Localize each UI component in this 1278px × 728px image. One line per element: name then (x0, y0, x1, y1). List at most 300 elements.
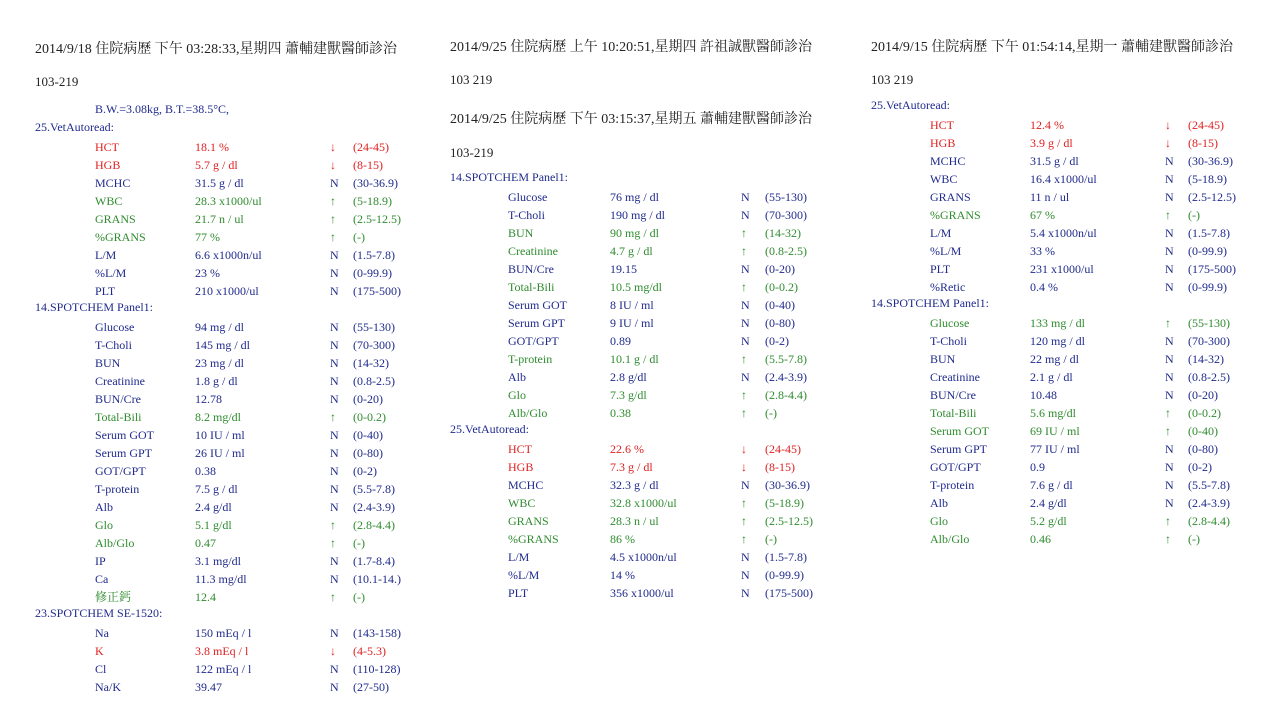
flag-indicator: N (1165, 262, 1174, 276)
test-name: Alb (508, 370, 526, 384)
test-value: 22 mg / dl (1030, 352, 1080, 366)
reference-range: (30-36.9) (765, 478, 810, 492)
test-name: Serum GPT (95, 446, 152, 460)
flag-indicator: N (330, 464, 339, 478)
test-value: 6.6 x1000n/ul (195, 248, 262, 262)
test-name: MCHC (508, 478, 544, 492)
test-name: MCHC (95, 176, 131, 190)
flag-indicator: N (1165, 154, 1174, 168)
test-name: MCHC (930, 154, 966, 168)
lab-row (0, 512, 1278, 530)
reference-range: (8-15) (1188, 136, 1218, 150)
test-value: 22.6 % (610, 442, 644, 456)
test-name: Alb (930, 496, 948, 510)
reference-range: (-) (765, 532, 777, 546)
flag-indicator: ↓ (1165, 118, 1171, 132)
test-name: T-protein (95, 482, 140, 496)
flag-indicator: N (741, 586, 750, 600)
test-value: 7.3 g / dl (610, 460, 653, 474)
case-number: 103 219 (871, 72, 914, 87)
flag-indicator: N (741, 568, 750, 582)
test-value: 120 mg / dl (1030, 334, 1086, 348)
test-name: BUN (95, 356, 121, 370)
test-name: HGB (95, 158, 121, 172)
reference-range: (175-500) (353, 284, 401, 298)
test-value: 122 mEq / l (195, 662, 252, 676)
flag-indicator: N (1165, 280, 1174, 294)
test-name: Glucose (95, 320, 135, 334)
test-name: Alb/Glo (95, 536, 135, 550)
test-name: BUN/Cre (508, 262, 554, 276)
reference-range: (175-500) (765, 586, 813, 600)
test-value: 0.9 (1030, 460, 1045, 474)
flag-indicator: N (1165, 478, 1174, 492)
case-number: 103-219 (450, 145, 494, 160)
test-value: 2.4 g/dl (1030, 496, 1067, 510)
reference-range: (55-130) (353, 320, 395, 334)
test-value: 10.5 mg/dl (610, 280, 663, 294)
lab-row (0, 476, 1278, 494)
flag-indicator: ↑ (741, 352, 747, 366)
test-value: 26 IU / ml (195, 446, 245, 460)
flag-indicator: ↓ (330, 644, 336, 658)
reference-range: (0-2) (765, 334, 789, 348)
flag-indicator: ↑ (741, 226, 747, 240)
lab-row (0, 350, 1278, 368)
reference-range: (24-45) (765, 442, 801, 456)
flag-indicator: ↑ (741, 532, 747, 546)
flag-indicator: ↑ (330, 194, 336, 208)
flag-indicator: N (741, 208, 750, 222)
flag-indicator: ↑ (1165, 424, 1171, 438)
reference-range: (1.5-7.8) (1188, 226, 1230, 240)
test-name: HCT (930, 118, 954, 132)
flag-indicator: N (741, 478, 750, 492)
reference-range: (0-99.9) (765, 568, 804, 582)
test-name: Total-Bili (930, 406, 977, 420)
reference-range: (24-45) (1188, 118, 1224, 132)
test-value: 28.3 n / ul (610, 514, 659, 528)
lab-row (0, 188, 1278, 206)
flag-indicator: N (330, 626, 339, 640)
test-value: 0.38 (195, 464, 216, 478)
test-name: %GRANS (930, 208, 981, 222)
reference-range: (55-130) (1188, 316, 1230, 330)
test-value: 67 % (1030, 208, 1055, 222)
test-name: K (95, 644, 104, 658)
flag-indicator: ↑ (1165, 514, 1171, 528)
flag-indicator: N (330, 554, 339, 568)
reference-range: (55-130) (765, 190, 807, 204)
reference-range: (0-40) (765, 298, 795, 312)
test-name: GRANS (930, 190, 971, 204)
flag-indicator: N (330, 662, 339, 676)
test-name: Total-Bili (508, 280, 555, 294)
test-value: 32.8 x1000/ul (610, 496, 677, 510)
reference-range: (-) (353, 230, 365, 244)
flag-indicator: N (741, 550, 750, 564)
test-name: Serum GPT (508, 316, 565, 330)
test-name: Serum GPT (930, 442, 987, 456)
reference-range: (0-2) (1188, 460, 1212, 474)
test-name: Alb/Glo (508, 406, 548, 420)
lab-row (0, 660, 1278, 678)
test-value: 31.5 g / dl (1030, 154, 1079, 168)
test-name: Ca (95, 572, 109, 586)
test-value: 16.4 x1000/ul (1030, 172, 1097, 186)
test-value: 4.5 x1000n/ul (610, 550, 677, 564)
test-value: 0.47 (195, 536, 216, 550)
flag-indicator: N (330, 392, 339, 406)
test-value: 23 % (195, 266, 220, 280)
test-name: T-protein (508, 352, 553, 366)
test-name: Serum GOT (95, 428, 154, 442)
flag-indicator: ↑ (330, 518, 336, 532)
test-value: 32.3 g / dl (610, 478, 659, 492)
test-value: 23 mg / dl (195, 356, 245, 370)
test-value: 9 IU / ml (610, 316, 654, 330)
test-value: 190 mg / dl (610, 208, 666, 222)
reference-range: (14-32) (1188, 352, 1224, 366)
test-value: 231 x1000/ul (1030, 262, 1094, 276)
test-name: GOT/GPT (95, 464, 146, 478)
record-header-0915: 2014/9/15 住院病歷 下午 01:54:14,星期一 蕭輔建獸醫師診治 (871, 40, 1234, 55)
test-value: 4.7 g / dl (610, 244, 653, 258)
test-value: 94 mg / dl (195, 320, 245, 334)
flag-indicator: ↑ (330, 410, 336, 424)
test-name: Alb/Glo (930, 532, 970, 546)
flag-indicator: ↑ (1165, 208, 1171, 222)
flag-indicator: N (741, 334, 750, 348)
reference-range: (2.4-3.9) (765, 370, 807, 384)
test-name: HGB (508, 460, 534, 474)
test-value: 90 mg / dl (610, 226, 660, 240)
flag-indicator: ↓ (330, 140, 336, 154)
flag-indicator: ↓ (741, 460, 747, 474)
test-value: 28.3 x1000/ul (195, 194, 262, 208)
lab-row (0, 458, 1278, 476)
test-value: 31.5 g / dl (195, 176, 244, 190)
test-value: 33 % (1030, 244, 1055, 258)
test-value: 14 % (610, 568, 635, 582)
section-title: 25.VetAutoread: (450, 422, 529, 436)
flag-indicator: N (1165, 460, 1174, 474)
flag-indicator: N (330, 356, 339, 370)
reference-range: (2.8-4.4) (765, 388, 807, 402)
lab-row (0, 548, 1278, 566)
test-name: HCT (95, 140, 119, 154)
reference-range: (30-36.9) (353, 176, 398, 190)
flag-indicator: N (330, 428, 339, 442)
reference-range: (2.5-12.5) (353, 212, 401, 226)
test-value: 0.4 % (1030, 280, 1058, 294)
reference-range: (70-300) (765, 208, 807, 222)
lab-row (0, 440, 1278, 458)
lab-row (0, 566, 1278, 584)
lab-row (0, 206, 1278, 224)
test-name: WBC (930, 172, 958, 186)
test-name: Na/K (95, 680, 121, 694)
reference-range: (24-45) (353, 140, 389, 154)
test-name: PLT (95, 284, 116, 298)
test-name: L/M (95, 248, 117, 262)
test-name: T-protein (930, 478, 975, 492)
test-value: 12.78 (195, 392, 222, 406)
reference-range: (4-5.3) (353, 644, 386, 658)
flag-indicator: N (330, 500, 339, 514)
test-value: 8.2 mg/dl (195, 410, 242, 424)
test-value: 5.7 g / dl (195, 158, 238, 172)
flag-indicator: N (330, 680, 339, 694)
flag-indicator: N (741, 316, 750, 330)
test-value: 21.7 n / ul (195, 212, 244, 226)
test-name: BUN (508, 226, 534, 240)
flag-indicator: ↑ (1165, 532, 1171, 546)
flag-indicator: ↑ (330, 230, 336, 244)
lab-row (0, 314, 1278, 332)
lab-row (0, 678, 1278, 696)
test-name: HCT (508, 442, 532, 456)
lab-row (0, 224, 1278, 242)
reference-range: (70-300) (353, 338, 395, 352)
reference-range: (5.5-7.8) (765, 352, 807, 366)
reference-range: (110-128) (353, 662, 401, 676)
test-name: Glo (930, 514, 948, 528)
test-name: Na (95, 626, 109, 640)
flag-indicator: ↑ (741, 244, 747, 258)
reference-range: (0-20) (765, 262, 795, 276)
record-header-0925-am: 2014/9/25 住院病歷 上午 10:20:51,星期四 許祖誠獸醫師診治 (450, 40, 813, 55)
lab-row (0, 116, 1278, 134)
lab-row (0, 642, 1278, 660)
reference-range: (175-500) (1188, 262, 1236, 276)
record-header-0925-pm: 2014/9/25 住院病歷 下午 03:15:37,星期五 蕭輔建獸醫師診治 (450, 112, 813, 127)
reference-range: (0-99.9) (1188, 280, 1227, 294)
flag-indicator: N (1165, 442, 1174, 456)
vitals-line: B.W.=3.08kg, B.T.=38.5°C, (95, 102, 230, 116)
reference-range: (8-15) (765, 460, 795, 474)
reference-range: (5.5-7.8) (353, 482, 395, 496)
test-value: 12.4 (195, 590, 216, 604)
reference-range: (0.8-2.5) (353, 374, 395, 388)
test-name: PLT (930, 262, 951, 276)
test-name: BUN/Cre (95, 392, 141, 406)
test-name: HGB (930, 136, 956, 150)
reference-range: (30-36.9) (1188, 154, 1233, 168)
test-name: T-Choli (930, 334, 967, 348)
test-name: Glucose (508, 190, 548, 204)
test-value: 77 % (195, 230, 220, 244)
test-name: Creatinine (95, 374, 145, 388)
test-value: 19.15 (610, 262, 637, 276)
record-header-0918: 2014/9/18 住院病歷 下午 03:28:33,星期四 蕭輔建獸醫師診治 (35, 42, 398, 57)
lab-row (0, 278, 1278, 296)
reference-range: (5-18.9) (353, 194, 392, 208)
reference-range: (-) (1188, 532, 1200, 546)
test-name: Glo (508, 388, 526, 402)
test-value: 0.38 (610, 406, 631, 420)
test-value: 150 mEq / l (195, 626, 252, 640)
reference-range: (0.8-2.5) (1188, 370, 1230, 384)
lab-row (0, 494, 1278, 512)
test-name: L/M (930, 226, 952, 240)
test-value: 18.1 % (195, 140, 229, 154)
test-value: 0.89 (610, 334, 631, 348)
test-name: Cl (95, 662, 107, 676)
test-name: %L/M (95, 266, 127, 280)
reference-range: (0-0.2) (765, 280, 798, 294)
lab-row (0, 404, 1278, 422)
flag-indicator: N (330, 446, 339, 460)
reference-range: (0-20) (1188, 388, 1218, 402)
test-value: 5.1 g/dl (195, 518, 232, 532)
test-name: IP (95, 554, 106, 568)
flag-indicator: ↑ (741, 388, 747, 402)
flag-indicator: N (330, 320, 339, 334)
flag-indicator: N (1165, 496, 1174, 510)
reference-range: (10.1-14.) (353, 572, 401, 586)
reference-range: (2.8-4.4) (353, 518, 395, 532)
flag-indicator: N (330, 266, 339, 280)
flag-indicator: ↑ (741, 514, 747, 528)
reference-range: (0-80) (353, 446, 383, 460)
test-value: 7.3 g/dl (610, 388, 647, 402)
reference-range: (14-32) (765, 226, 801, 240)
section-title: 23.SPOTCHEM SE-1520: (35, 606, 163, 620)
test-value: 356 x1000/ul (610, 586, 674, 600)
test-value: 5.2 g/dl (1030, 514, 1067, 528)
lab-row (0, 422, 1278, 440)
reference-range: (0-0.2) (1188, 406, 1221, 420)
test-value: 7.5 g / dl (195, 482, 238, 496)
lab-row (0, 332, 1278, 350)
test-value: 3.8 mEq / l (195, 644, 249, 658)
flag-indicator: ↑ (330, 212, 336, 226)
section-title: 25.VetAutoread: (871, 98, 950, 112)
lab-row (0, 530, 1278, 548)
flag-indicator: ↑ (1165, 316, 1171, 330)
test-value: 145 mg / dl (195, 338, 251, 352)
test-value: 210 x1000/ul (195, 284, 259, 298)
test-name: Total-Bili (95, 410, 142, 424)
reference-range: (0-80) (1188, 442, 1218, 456)
test-name: 修正鈣 (95, 590, 132, 604)
test-name: Glo (95, 518, 113, 532)
flag-indicator: N (1165, 370, 1174, 384)
test-name: WBC (508, 496, 536, 510)
test-name: BUN/Cre (930, 388, 976, 402)
lab-row (0, 152, 1278, 170)
flag-indicator: ↑ (741, 406, 747, 420)
reference-range: (0-40) (1188, 424, 1218, 438)
test-value: 2.1 g / dl (1030, 370, 1073, 384)
flag-indicator: ↑ (741, 496, 747, 510)
flag-indicator: N (1165, 244, 1174, 258)
test-name: Alb (95, 500, 113, 514)
flag-indicator: N (1165, 388, 1174, 402)
test-name: Glucose (930, 316, 970, 330)
reference-range: (2.8-4.4) (1188, 514, 1230, 528)
test-value: 3.1 mg/dl (195, 554, 242, 568)
test-name: GRANS (508, 514, 549, 528)
test-value: 86 % (610, 532, 635, 546)
flag-indicator: N (1165, 334, 1174, 348)
reference-range: (5-18.9) (765, 496, 804, 510)
test-name: WBC (95, 194, 123, 208)
test-value: 133 mg / dl (1030, 316, 1086, 330)
test-value: 69 IU / ml (1030, 424, 1080, 438)
flag-indicator: N (330, 482, 339, 496)
reference-range: (0-40) (353, 428, 383, 442)
flag-indicator: N (1165, 172, 1174, 186)
test-value: 10.48 (1030, 388, 1057, 402)
reference-range: (2.4-3.9) (1188, 496, 1230, 510)
flag-indicator: ↓ (330, 158, 336, 172)
test-value: 3.9 g / dl (1030, 136, 1073, 150)
test-name: PLT (508, 586, 529, 600)
lab-row (0, 584, 1278, 602)
test-name: %GRANS (508, 532, 559, 546)
test-name: %Retic (930, 280, 966, 294)
test-value: 0.46 (1030, 532, 1051, 546)
test-name: %L/M (930, 244, 962, 258)
lab-row (0, 170, 1278, 188)
test-value: 10.1 g / dl (610, 352, 659, 366)
flag-indicator: N (330, 284, 339, 298)
flag-indicator: N (330, 572, 339, 586)
reference-range: (-) (353, 590, 365, 604)
flag-indicator: N (1165, 190, 1174, 204)
section-title: 14.SPOTCHEM Panel1: (35, 300, 154, 314)
flag-indicator: ↓ (1165, 136, 1171, 150)
reference-range: (14-32) (353, 356, 389, 370)
test-value: 76 mg / dl (610, 190, 660, 204)
test-value: 39.47 (195, 680, 222, 694)
reference-range: (0.8-2.5) (765, 244, 807, 258)
reference-range: (5.5-7.8) (1188, 478, 1230, 492)
flag-indicator: N (330, 338, 339, 352)
test-name: GOT/GPT (930, 460, 981, 474)
flag-indicator: ↑ (330, 590, 336, 604)
reference-range: (5-18.9) (1188, 172, 1227, 186)
test-value: 12.4 % (1030, 118, 1064, 132)
section-title: 14.SPOTCHEM Panel1: (450, 170, 569, 184)
section-title: 14.SPOTCHEM Panel1: (871, 296, 990, 310)
test-name: GOT/GPT (508, 334, 559, 348)
reference-range: (1.5-7.8) (353, 248, 395, 262)
reference-range: (-) (765, 406, 777, 420)
flag-indicator: N (1165, 226, 1174, 240)
reference-range: (0-2) (353, 464, 377, 478)
test-name: BUN (930, 352, 956, 366)
flag-indicator: N (741, 262, 750, 276)
reference-range: (-) (1188, 208, 1200, 222)
flag-indicator: ↑ (741, 280, 747, 294)
reference-range: (0-99.9) (1188, 244, 1227, 258)
test-value: 11.3 mg/dl (195, 572, 247, 586)
flag-indicator: N (330, 374, 339, 388)
reference-range: (0-20) (353, 392, 383, 406)
reference-range: (0-0.2) (353, 410, 386, 424)
lab-row (0, 296, 1278, 314)
case-number: 103 219 (450, 72, 493, 87)
flag-indicator: ↑ (1165, 406, 1171, 420)
reference-range: (1.5-7.8) (765, 550, 807, 564)
flag-indicator: ↓ (741, 442, 747, 456)
test-name: T-Choli (95, 338, 132, 352)
test-value: 77 IU / ml (1030, 442, 1080, 456)
test-name: Creatinine (930, 370, 980, 384)
